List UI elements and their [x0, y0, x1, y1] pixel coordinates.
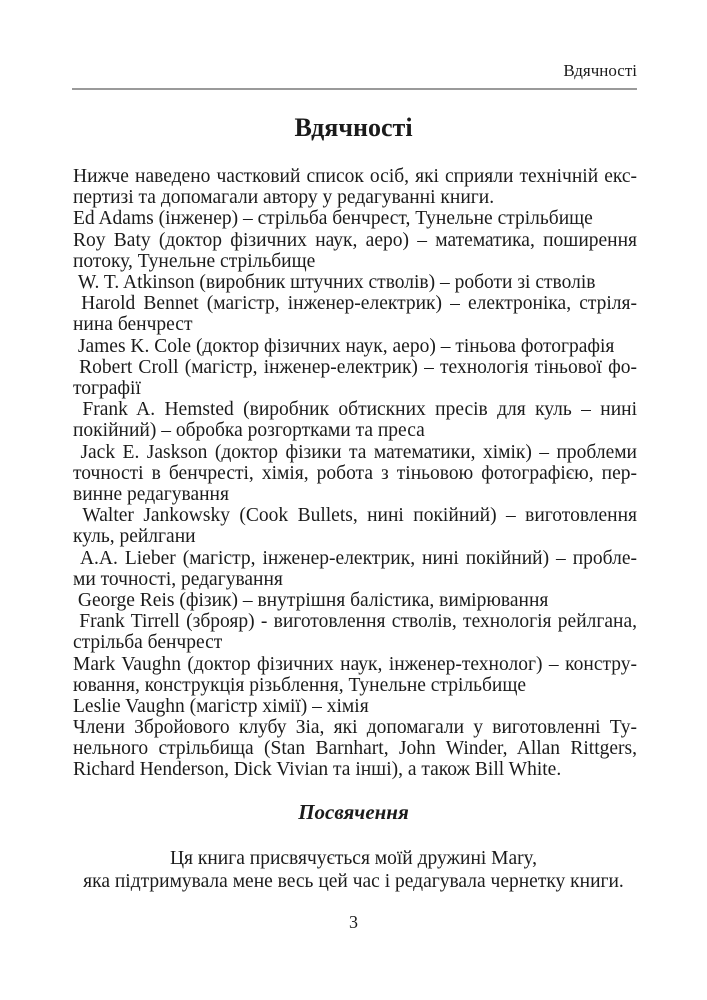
body-line: Harold Bennet (магістр, інженер-електрик) – електроніка, стріля-: [73, 293, 637, 315]
body-line: покійний) – обробка розгортками та преса: [73, 420, 425, 442]
body-line: Leslie Vaughn (магістр хімії) – хімія: [73, 695, 369, 717]
body-line: W. T. Atkinson (виробник штучних стволів) – роботи зі стволів: [73, 271, 596, 293]
body-line: Frank A. Hemsted (виробник обтискних пресів для куль – нині: [73, 399, 637, 421]
body-line: Frank Tirrell (зброяр) - виготовлення стволів, технологія рейлгана,: [73, 611, 637, 633]
body-line: стрільба бенчрест: [73, 632, 223, 654]
body-line: потоку, Тунельне стрільбище: [73, 250, 316, 272]
body-line: Walter Jankowsky (Cook Bullets, нині покійний) – виготовлення: [73, 505, 637, 527]
body-line: A.A. Lieber (магістр, інженер-електрик, нині покійний) – пробле-: [73, 547, 637, 569]
body-line: нина бенчрест: [73, 314, 193, 336]
body-line: Члени Збройового клубу Зіа, які допомагали у виготовленні Ту-: [73, 717, 637, 739]
page-title: Вдячності: [294, 113, 413, 142]
body-line: нельного стрільбища (Stan Barnhart, John Winder, Allan Rittgers,: [73, 738, 637, 760]
body-line: тографії: [73, 377, 141, 399]
body-line: точності в бенчресті, хімія, робота з тіньовою фотографією, пер-: [73, 462, 637, 484]
body-line: Jack E. Jaskson (доктор фізики та математики, хімік) – проблеми: [73, 441, 637, 463]
body-line: James K. Cole (доктор фізичних наук, аеро) – тіньова фотографія: [73, 335, 615, 357]
body-line: куль, рейлгани: [73, 526, 196, 548]
dedication-line: яка підтримувала мене весь цей час і редагувала чернетку книги.: [83, 871, 624, 893]
dedication-heading: Посвячення: [298, 800, 409, 824]
dedication-text: [0, 847, 707, 893]
body-line: ми точності, редагування: [73, 568, 283, 590]
body-line: винне редагування: [73, 483, 229, 505]
acknowledgments-text: [73, 166, 637, 781]
body-line: Ed Adams (інженер) – стрільба бенчрест, Тунельне стрільбище: [73, 208, 593, 230]
page-number: 3: [349, 912, 358, 932]
body-line: Richard Henderson, Dick Vivian та інші), а також Bill White.: [73, 759, 562, 781]
body-line: Mark Vaughn (доктор фізичних наук, інженер-технолог) – констру-: [73, 653, 637, 675]
body-line: ювання, конструкція різьблення, Тунельне стрільбище: [73, 674, 527, 696]
header-rule: [72, 88, 637, 90]
body-line: Robert Croll (магістр, інженер-електрик) – технологія тіньової фо-: [73, 356, 637, 378]
body-line: пертизі та допомагали автору у редагуванні книги.: [73, 187, 495, 209]
body-line: Нижче наведено частковий список осіб, які сприяли технічній екс-: [73, 166, 637, 187]
body-line: Roy Baty (доктор фізичних наук, аеро) – математика, поширення: [73, 229, 637, 251]
running-header: Вдячності: [563, 61, 637, 80]
dedication-line: Ця книга присвячується моїй дружині Mary,: [169, 848, 538, 869]
body-line: George Reis (фізик) – внутрішня балістика, вимірювання: [73, 589, 549, 611]
